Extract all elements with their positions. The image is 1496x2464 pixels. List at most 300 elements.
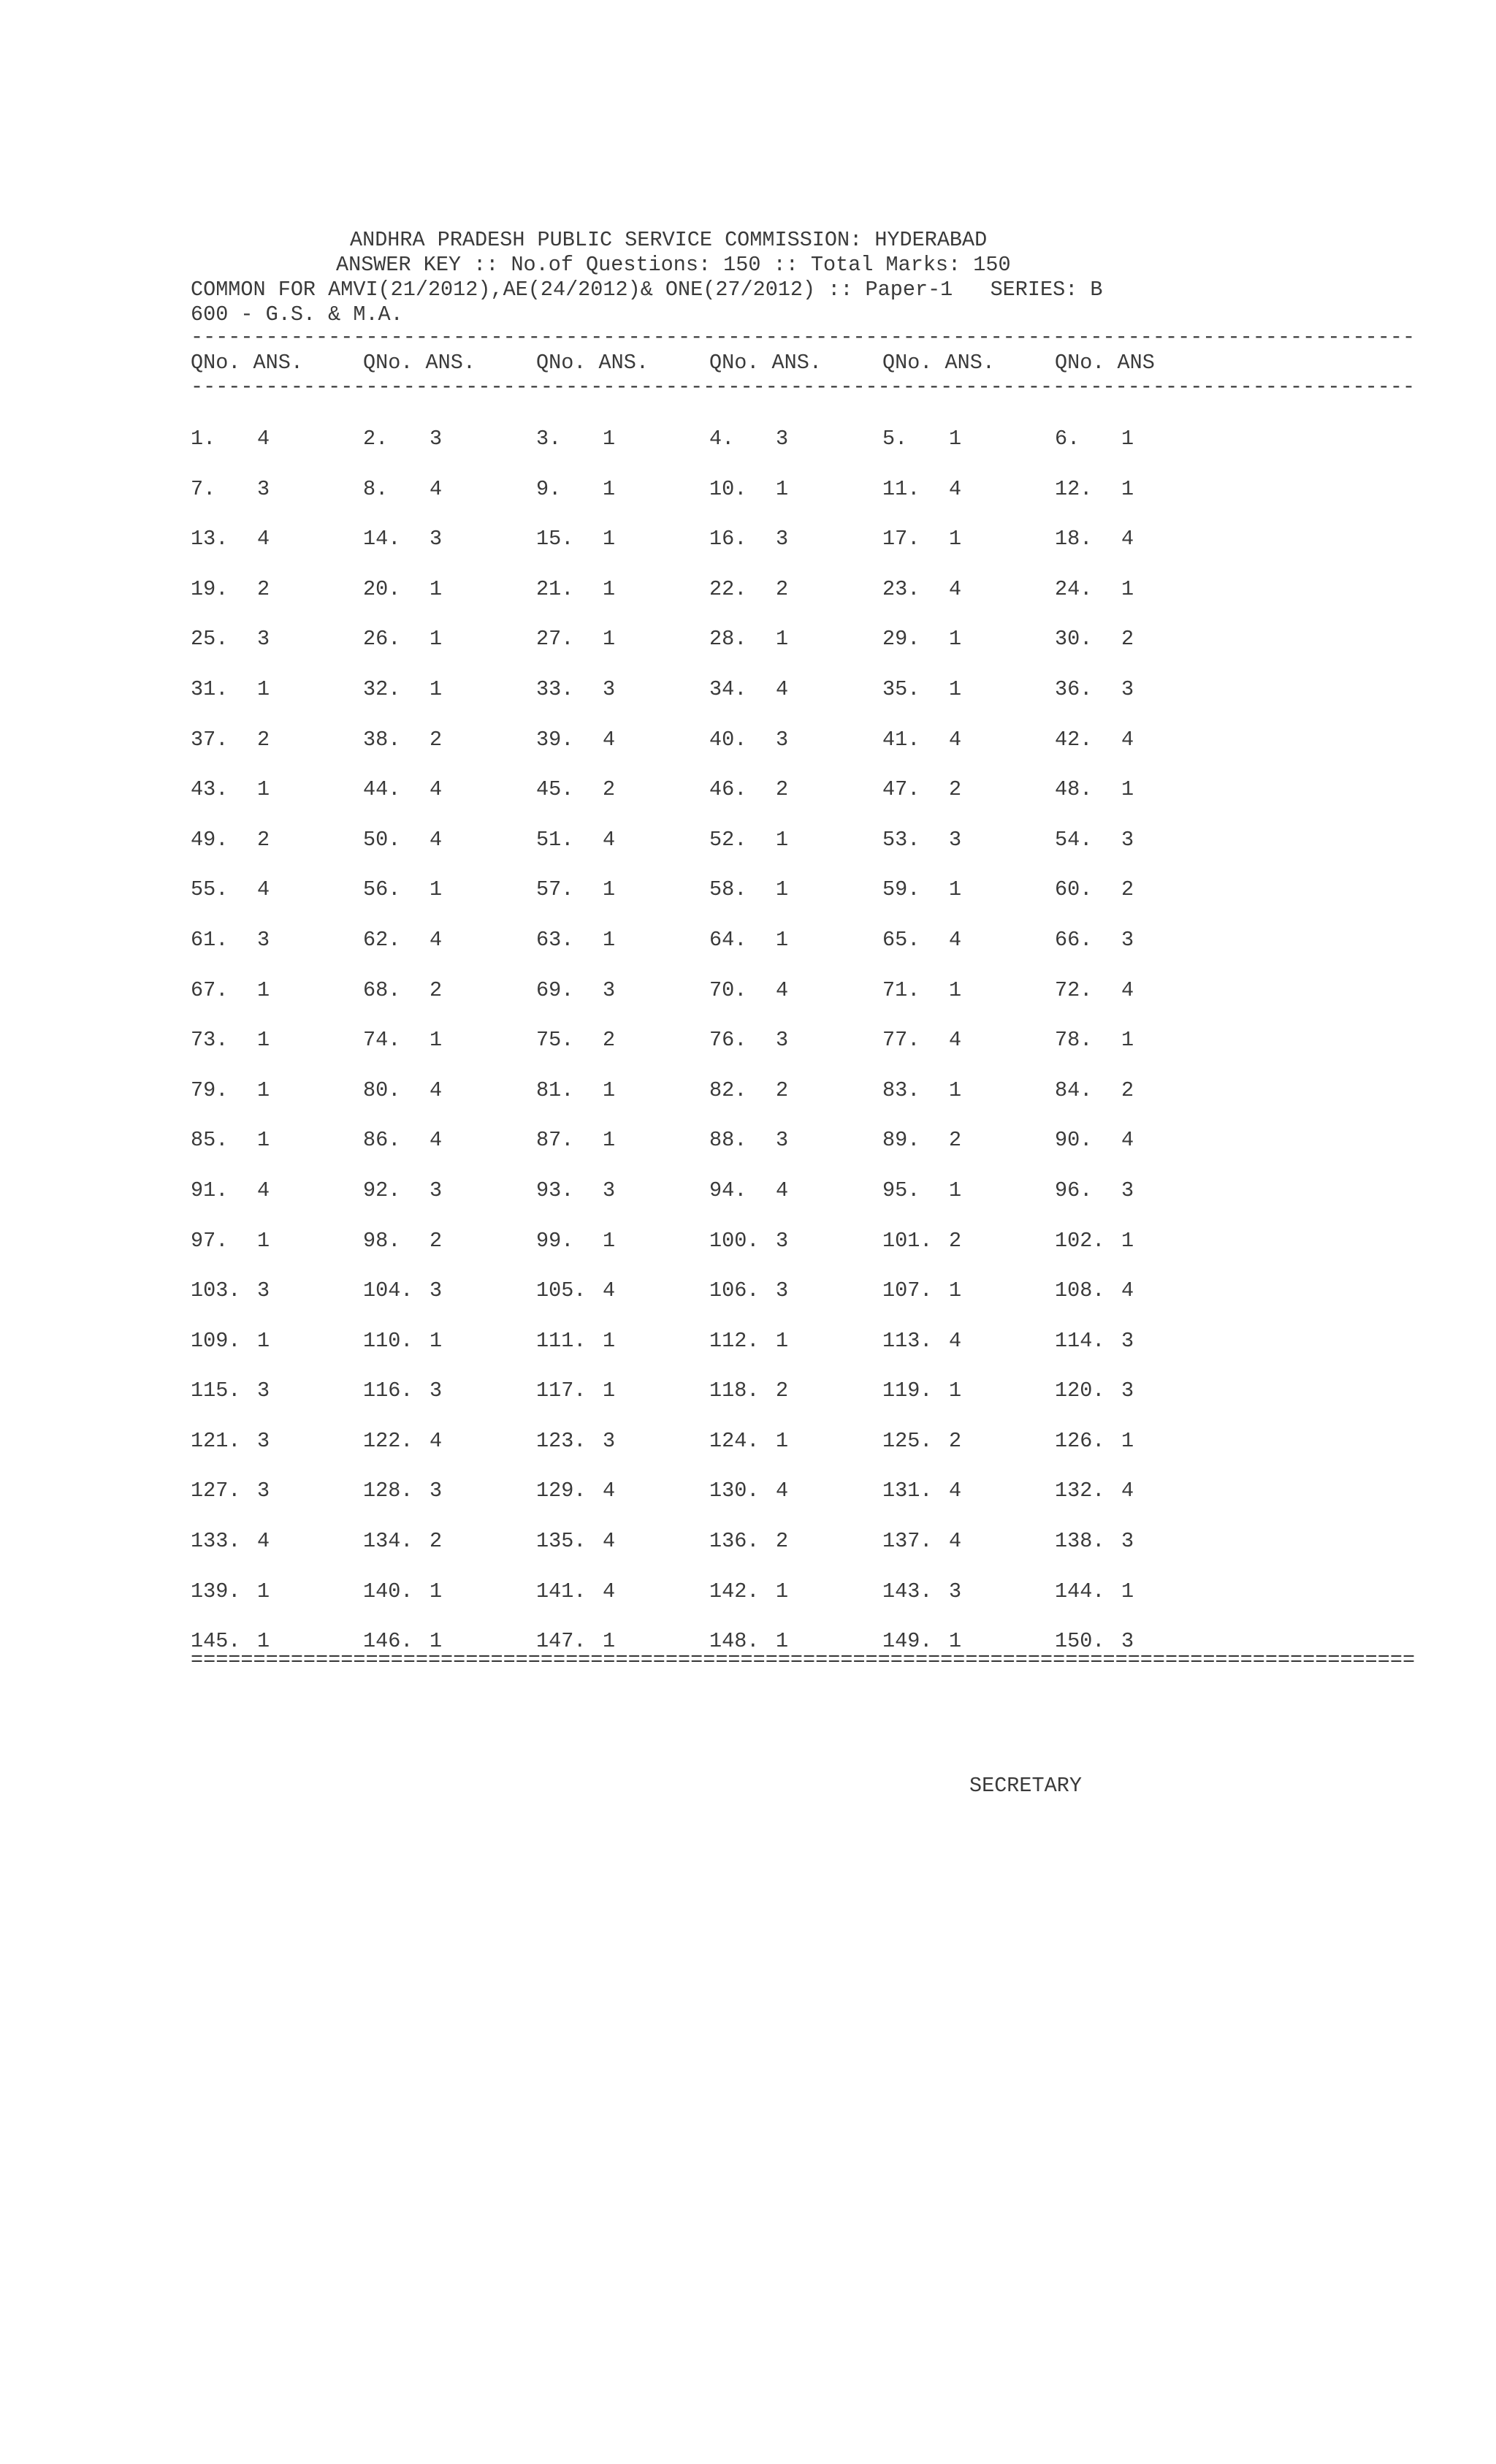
question-number: 68. — [363, 977, 401, 1002]
answer-cell — [191, 427, 270, 451]
answer-cell — [709, 1178, 788, 1203]
answer-cell — [882, 728, 961, 752]
answer-option: 4 — [1121, 977, 1134, 1002]
question-number: 107. — [882, 1278, 933, 1303]
answer-cell — [191, 1579, 270, 1604]
question-number: 119. — [882, 1378, 933, 1403]
answer-option: 1 — [257, 1077, 270, 1102]
question-number: 44. — [363, 777, 401, 802]
answer-option: 1 — [949, 1629, 962, 1654]
answer-option: 1 — [949, 1378, 962, 1403]
answer-option: 1 — [257, 977, 270, 1002]
question-number: 103. — [191, 1278, 241, 1303]
question-number: 149. — [882, 1629, 933, 1654]
answer-cell — [191, 677, 270, 702]
answer-row — [191, 1529, 1250, 1579]
answer-option: 3 — [776, 427, 789, 451]
answer-cell — [363, 477, 442, 502]
answer-cell — [709, 978, 788, 1003]
answer-option: 1 — [603, 1228, 616, 1253]
answer-option: 2 — [430, 727, 443, 752]
answer-cell — [191, 728, 270, 752]
question-number: 75. — [536, 1028, 574, 1053]
answer-row — [191, 828, 1250, 878]
answer-cell — [882, 1278, 961, 1303]
answer-row — [191, 1329, 1250, 1379]
question-number: 77. — [882, 1028, 920, 1053]
answer-cell — [882, 1579, 961, 1604]
answer-row — [191, 427, 1250, 477]
answer-option: 2 — [776, 1529, 789, 1554]
question-number: 128. — [363, 1479, 413, 1503]
answer-option: 3 — [603, 977, 616, 1002]
answer-option: 4 — [776, 676, 789, 701]
answer-option: 1 — [776, 1428, 789, 1453]
answer-row — [191, 1028, 1250, 1078]
answer-option: 2 — [1121, 877, 1134, 902]
answer-cell — [191, 1278, 270, 1303]
answer-option: 4 — [949, 576, 962, 601]
answer-option: 1 — [1121, 576, 1134, 601]
answer-cell — [536, 1378, 615, 1403]
answer-cell — [536, 627, 615, 652]
answer-cell — [1055, 1329, 1134, 1354]
answer-cell — [882, 627, 961, 652]
answer-cell — [882, 877, 961, 902]
column-header: QNo. ANS. — [191, 351, 303, 375]
answer-option: 1 — [776, 827, 789, 852]
question-number: 21. — [536, 576, 574, 601]
answer-option: 1 — [949, 1077, 962, 1102]
answer-cell — [363, 1078, 442, 1103]
question-number: 97. — [191, 1228, 229, 1253]
answer-option: 2 — [776, 777, 789, 802]
answer-row — [191, 1278, 1250, 1329]
question-number: 116. — [363, 1378, 413, 1403]
question-number: 45. — [536, 777, 574, 802]
answer-cell — [363, 1229, 442, 1254]
question-number: 36. — [1055, 676, 1093, 701]
answer-cell — [191, 978, 270, 1003]
answer-cell — [363, 777, 442, 802]
answer-cell — [1055, 477, 1134, 502]
answer-option: 1 — [776, 476, 789, 501]
answer-cell — [363, 677, 442, 702]
answer-cell — [709, 427, 788, 451]
answer-cell — [536, 1579, 615, 1604]
answer-option: 4 — [603, 1579, 616, 1603]
answer-row — [191, 477, 1250, 527]
answer-cell — [363, 1028, 442, 1053]
answer-option: 4 — [949, 1529, 962, 1554]
answer-cell — [1055, 1529, 1134, 1554]
answer-option: 1 — [949, 1278, 962, 1303]
answer-cell — [536, 577, 615, 602]
commission-title: ANDHRA PRADESH PUBLIC SERVICE COMMISSION: HYDERABAD — [350, 228, 988, 252]
answer-option: 3 — [430, 527, 443, 552]
answer-cell — [191, 577, 270, 602]
question-number: 110. — [363, 1328, 413, 1353]
answer-cell — [191, 1479, 270, 1503]
answer-row — [191, 577, 1250, 628]
question-number: 30. — [1055, 627, 1093, 652]
answer-cell — [191, 527, 270, 552]
answer-option: 1 — [603, 877, 616, 902]
answer-option: 4 — [430, 777, 443, 802]
answer-cell — [536, 1028, 615, 1053]
answer-option: 1 — [257, 1028, 270, 1053]
question-number: 87. — [536, 1128, 574, 1153]
question-number: 106. — [709, 1278, 760, 1303]
answer-option: 2 — [776, 1077, 789, 1102]
question-number: 57. — [536, 877, 574, 902]
answer-option: 1 — [949, 427, 962, 451]
answer-row — [191, 1579, 1250, 1630]
answer-option: 3 — [776, 527, 789, 552]
answer-cell — [363, 1479, 442, 1503]
answer-cell — [536, 777, 615, 802]
question-number: 15. — [536, 527, 574, 552]
answer-cell — [1055, 978, 1134, 1003]
answer-option: 3 — [430, 427, 443, 451]
answer-cell — [1055, 1078, 1134, 1103]
answer-option: 1 — [949, 527, 962, 552]
question-number: 9. — [536, 476, 562, 501]
answer-cell — [882, 1229, 961, 1254]
question-number: 86. — [363, 1128, 401, 1153]
answer-row — [191, 1178, 1250, 1229]
answer-cell — [363, 828, 442, 853]
answer-cell — [536, 978, 615, 1003]
answer-option: 4 — [430, 927, 443, 952]
answer-cell — [363, 1579, 442, 1604]
answer-row — [191, 978, 1250, 1029]
question-number: 33. — [536, 676, 574, 701]
answer-cell — [709, 477, 788, 502]
column-header: QNo. ANS. — [882, 351, 995, 375]
answer-option: 4 — [257, 1178, 270, 1202]
answer-cell — [1055, 1479, 1134, 1503]
question-number: 35. — [882, 676, 920, 701]
answer-option: 1 — [257, 1228, 270, 1253]
answer-option: 1 — [1121, 427, 1134, 451]
question-number: 140. — [363, 1579, 413, 1603]
question-number: 138. — [1055, 1529, 1105, 1554]
question-number: 100. — [709, 1228, 760, 1253]
question-number: 96. — [1055, 1178, 1093, 1202]
answer-cell — [191, 828, 270, 853]
answer-option: 3 — [776, 1278, 789, 1303]
answer-cell — [709, 1429, 788, 1454]
question-number: 43. — [191, 777, 229, 802]
answer-cell — [191, 1429, 270, 1454]
answer-option: 3 — [257, 1278, 270, 1303]
answer-option: 3 — [257, 1378, 270, 1403]
answer-cell — [709, 627, 788, 652]
question-number: 150. — [1055, 1629, 1105, 1654]
answer-option: 4 — [949, 927, 962, 952]
answer-cell — [363, 527, 442, 552]
answer-option: 1 — [430, 676, 443, 701]
question-number: 125. — [882, 1428, 933, 1453]
answer-grid — [191, 427, 1416, 1679]
answer-option: 1 — [603, 576, 616, 601]
answer-cell — [709, 828, 788, 853]
answer-cell — [536, 1529, 615, 1554]
question-number: 2. — [363, 427, 389, 451]
answer-option: 1 — [1121, 777, 1134, 802]
question-number: 64. — [709, 927, 747, 952]
answer-cell — [709, 1579, 788, 1604]
question-number: 7. — [191, 476, 216, 501]
answer-option: 2 — [603, 1028, 616, 1053]
answer-cell — [536, 1128, 615, 1153]
answer-cell — [191, 1128, 270, 1153]
answer-cell — [1055, 1429, 1134, 1454]
answer-cell — [363, 1178, 442, 1203]
answer-option: 1 — [430, 627, 443, 652]
question-number: 88. — [709, 1128, 747, 1153]
answer-option: 1 — [430, 1579, 443, 1603]
answer-option: 4 — [776, 1479, 789, 1503]
answer-option: 3 — [776, 1128, 789, 1153]
answer-cell — [363, 928, 442, 953]
answer-option: 3 — [1121, 676, 1134, 701]
question-number: 25. — [191, 627, 229, 652]
answer-option: 1 — [603, 1128, 616, 1153]
answer-option: 1 — [430, 1629, 443, 1654]
answer-option: 4 — [257, 527, 270, 552]
answer-option: 4 — [603, 727, 616, 752]
answer-cell — [363, 1378, 442, 1403]
answer-option: 1 — [430, 1328, 443, 1353]
question-number: 13. — [191, 527, 229, 552]
answer-option: 2 — [257, 827, 270, 852]
answer-cell — [1055, 1378, 1134, 1403]
question-number: 78. — [1055, 1028, 1093, 1053]
answer-row — [191, 777, 1250, 828]
question-number: 120. — [1055, 1378, 1105, 1403]
answer-cell — [191, 1378, 270, 1403]
column-header: QNo. ANS. — [536, 351, 649, 375]
question-number: 99. — [536, 1228, 574, 1253]
answer-option: 1 — [603, 476, 616, 501]
question-number: 123. — [536, 1428, 587, 1453]
question-number: 136. — [709, 1529, 760, 1554]
answer-cell — [1055, 577, 1134, 602]
answer-option: 2 — [949, 1128, 962, 1153]
question-number: 26. — [363, 627, 401, 652]
answer-option: 1 — [949, 977, 962, 1002]
answer-cell — [709, 677, 788, 702]
question-number: 101. — [882, 1228, 933, 1253]
question-number: 58. — [709, 877, 747, 902]
answer-cell — [363, 1429, 442, 1454]
answer-option: 4 — [949, 476, 962, 501]
answer-option: 3 — [257, 927, 270, 952]
answer-option: 2 — [949, 1428, 962, 1453]
answer-cell — [709, 777, 788, 802]
answer-option: 4 — [603, 1479, 616, 1503]
question-number: 12. — [1055, 476, 1093, 501]
question-number: 91. — [191, 1178, 229, 1202]
answer-option: 3 — [257, 476, 270, 501]
question-number: 37. — [191, 727, 229, 752]
answer-option: 4 — [1121, 1278, 1134, 1303]
answer-option: 1 — [1121, 1228, 1134, 1253]
answer-row — [191, 1429, 1250, 1479]
question-number: 139. — [191, 1579, 241, 1603]
question-number: 74. — [363, 1028, 401, 1053]
answer-cell — [363, 877, 442, 902]
answer-option: 4 — [949, 1028, 962, 1053]
question-number: 135. — [536, 1529, 587, 1554]
answer-cell — [882, 427, 961, 451]
answer-row — [191, 728, 1250, 778]
answer-option: 3 — [949, 1579, 962, 1603]
answer-option: 3 — [603, 1428, 616, 1453]
question-number: 90. — [1055, 1128, 1093, 1153]
answer-cell — [709, 1128, 788, 1153]
answer-option: 4 — [430, 827, 443, 852]
answer-option: 2 — [257, 576, 270, 601]
question-number: 109. — [191, 1328, 241, 1353]
question-number: 144. — [1055, 1579, 1105, 1603]
answer-cell — [709, 1278, 788, 1303]
answer-cell — [536, 1229, 615, 1254]
answer-option: 3 — [603, 676, 616, 701]
column-header: QNo. ANS. — [709, 351, 822, 375]
answer-row — [191, 928, 1250, 978]
question-number: 48. — [1055, 777, 1093, 802]
paper-code: 600 - G.S. & M.A. — [191, 302, 403, 327]
answer-option: 4 — [430, 1428, 443, 1453]
answer-cell — [536, 477, 615, 502]
answer-option: 2 — [430, 1529, 443, 1554]
answer-cell — [1055, 928, 1134, 953]
answer-option: 3 — [1121, 1378, 1134, 1403]
answer-cell — [191, 877, 270, 902]
question-number: 122. — [363, 1428, 413, 1453]
answer-option: 1 — [1121, 1028, 1134, 1053]
question-number: 129. — [536, 1479, 587, 1503]
answer-option: 1 — [776, 1579, 789, 1603]
answer-cell — [536, 527, 615, 552]
question-number: 27. — [536, 627, 574, 652]
answer-cell — [1055, 1229, 1134, 1254]
answer-cell — [1055, 1278, 1134, 1303]
answer-option: 3 — [430, 1378, 443, 1403]
question-number: 126. — [1055, 1428, 1105, 1453]
answer-option: 1 — [603, 1629, 616, 1654]
answer-option: 1 — [776, 877, 789, 902]
answer-cell — [363, 627, 442, 652]
answer-cell — [191, 928, 270, 953]
answer-cell — [882, 527, 961, 552]
answer-option: 1 — [603, 927, 616, 952]
answer-cell — [536, 1178, 615, 1203]
answer-cell — [363, 427, 442, 451]
question-number: 82. — [709, 1077, 747, 1102]
question-number: 34. — [709, 676, 747, 701]
question-number: 95. — [882, 1178, 920, 1202]
answer-cell — [536, 728, 615, 752]
question-number: 23. — [882, 576, 920, 601]
question-number: 59. — [882, 877, 920, 902]
answer-option: 4 — [257, 1529, 270, 1554]
question-number: 22. — [709, 576, 747, 601]
answer-cell — [363, 1329, 442, 1354]
answer-option: 1 — [603, 1328, 616, 1353]
answer-row — [191, 1479, 1250, 1529]
answer-cell — [709, 527, 788, 552]
question-number: 133. — [191, 1529, 241, 1554]
answer-cell — [536, 877, 615, 902]
signature-title: SECRETARY — [969, 1774, 1082, 1798]
answer-option: 1 — [949, 1178, 962, 1202]
answer-option: 2 — [776, 1378, 789, 1403]
question-number: 46. — [709, 777, 747, 802]
answer-cell — [191, 627, 270, 652]
question-number: 70. — [709, 977, 747, 1002]
question-number: 134. — [363, 1529, 413, 1554]
answer-option: 4 — [1121, 1479, 1134, 1503]
answer-cell — [363, 577, 442, 602]
answer-cell — [709, 877, 788, 902]
answer-cell — [536, 828, 615, 853]
answer-cell — [536, 427, 615, 451]
answer-cell — [1055, 427, 1134, 451]
answer-row — [191, 627, 1250, 677]
question-number: 71. — [882, 977, 920, 1002]
answer-option: 3 — [776, 727, 789, 752]
answer-cell — [709, 1229, 788, 1254]
answer-option: 1 — [257, 777, 270, 802]
question-number: 73. — [191, 1028, 229, 1053]
question-number: 127. — [191, 1479, 241, 1503]
answer-option: 1 — [603, 1077, 616, 1102]
answer-option: 4 — [257, 427, 270, 451]
answer-cell — [709, 1078, 788, 1103]
answer-option: 4 — [776, 1178, 789, 1202]
question-number: 31. — [191, 676, 229, 701]
answer-cell — [363, 1128, 442, 1153]
question-number: 32. — [363, 676, 401, 701]
question-number: 39. — [536, 727, 574, 752]
answer-cell — [709, 928, 788, 953]
answer-row — [191, 1128, 1250, 1178]
exam-description: COMMON FOR AMVI(21/2012),AE(24/2012)& ONE(27/2012) :: Paper-1 SERIES: B — [191, 278, 1103, 302]
answer-option: 2 — [257, 727, 270, 752]
question-number: 56. — [363, 877, 401, 902]
answer-cell — [191, 1329, 270, 1354]
question-number: 63. — [536, 927, 574, 952]
question-number: 83. — [882, 1077, 920, 1102]
answer-option: 1 — [949, 676, 962, 701]
answer-cell — [882, 1028, 961, 1053]
answer-option: 3 — [1121, 1629, 1134, 1654]
answer-option: 3 — [776, 1028, 789, 1053]
question-number: 67. — [191, 977, 229, 1002]
answer-cell — [709, 1378, 788, 1403]
answer-option: 1 — [603, 1378, 616, 1403]
question-number: 10. — [709, 476, 747, 501]
question-number: 132. — [1055, 1479, 1105, 1503]
question-number: 55. — [191, 877, 229, 902]
question-number: 11. — [882, 476, 920, 501]
answer-cell — [536, 677, 615, 702]
question-number: 148. — [709, 1629, 760, 1654]
